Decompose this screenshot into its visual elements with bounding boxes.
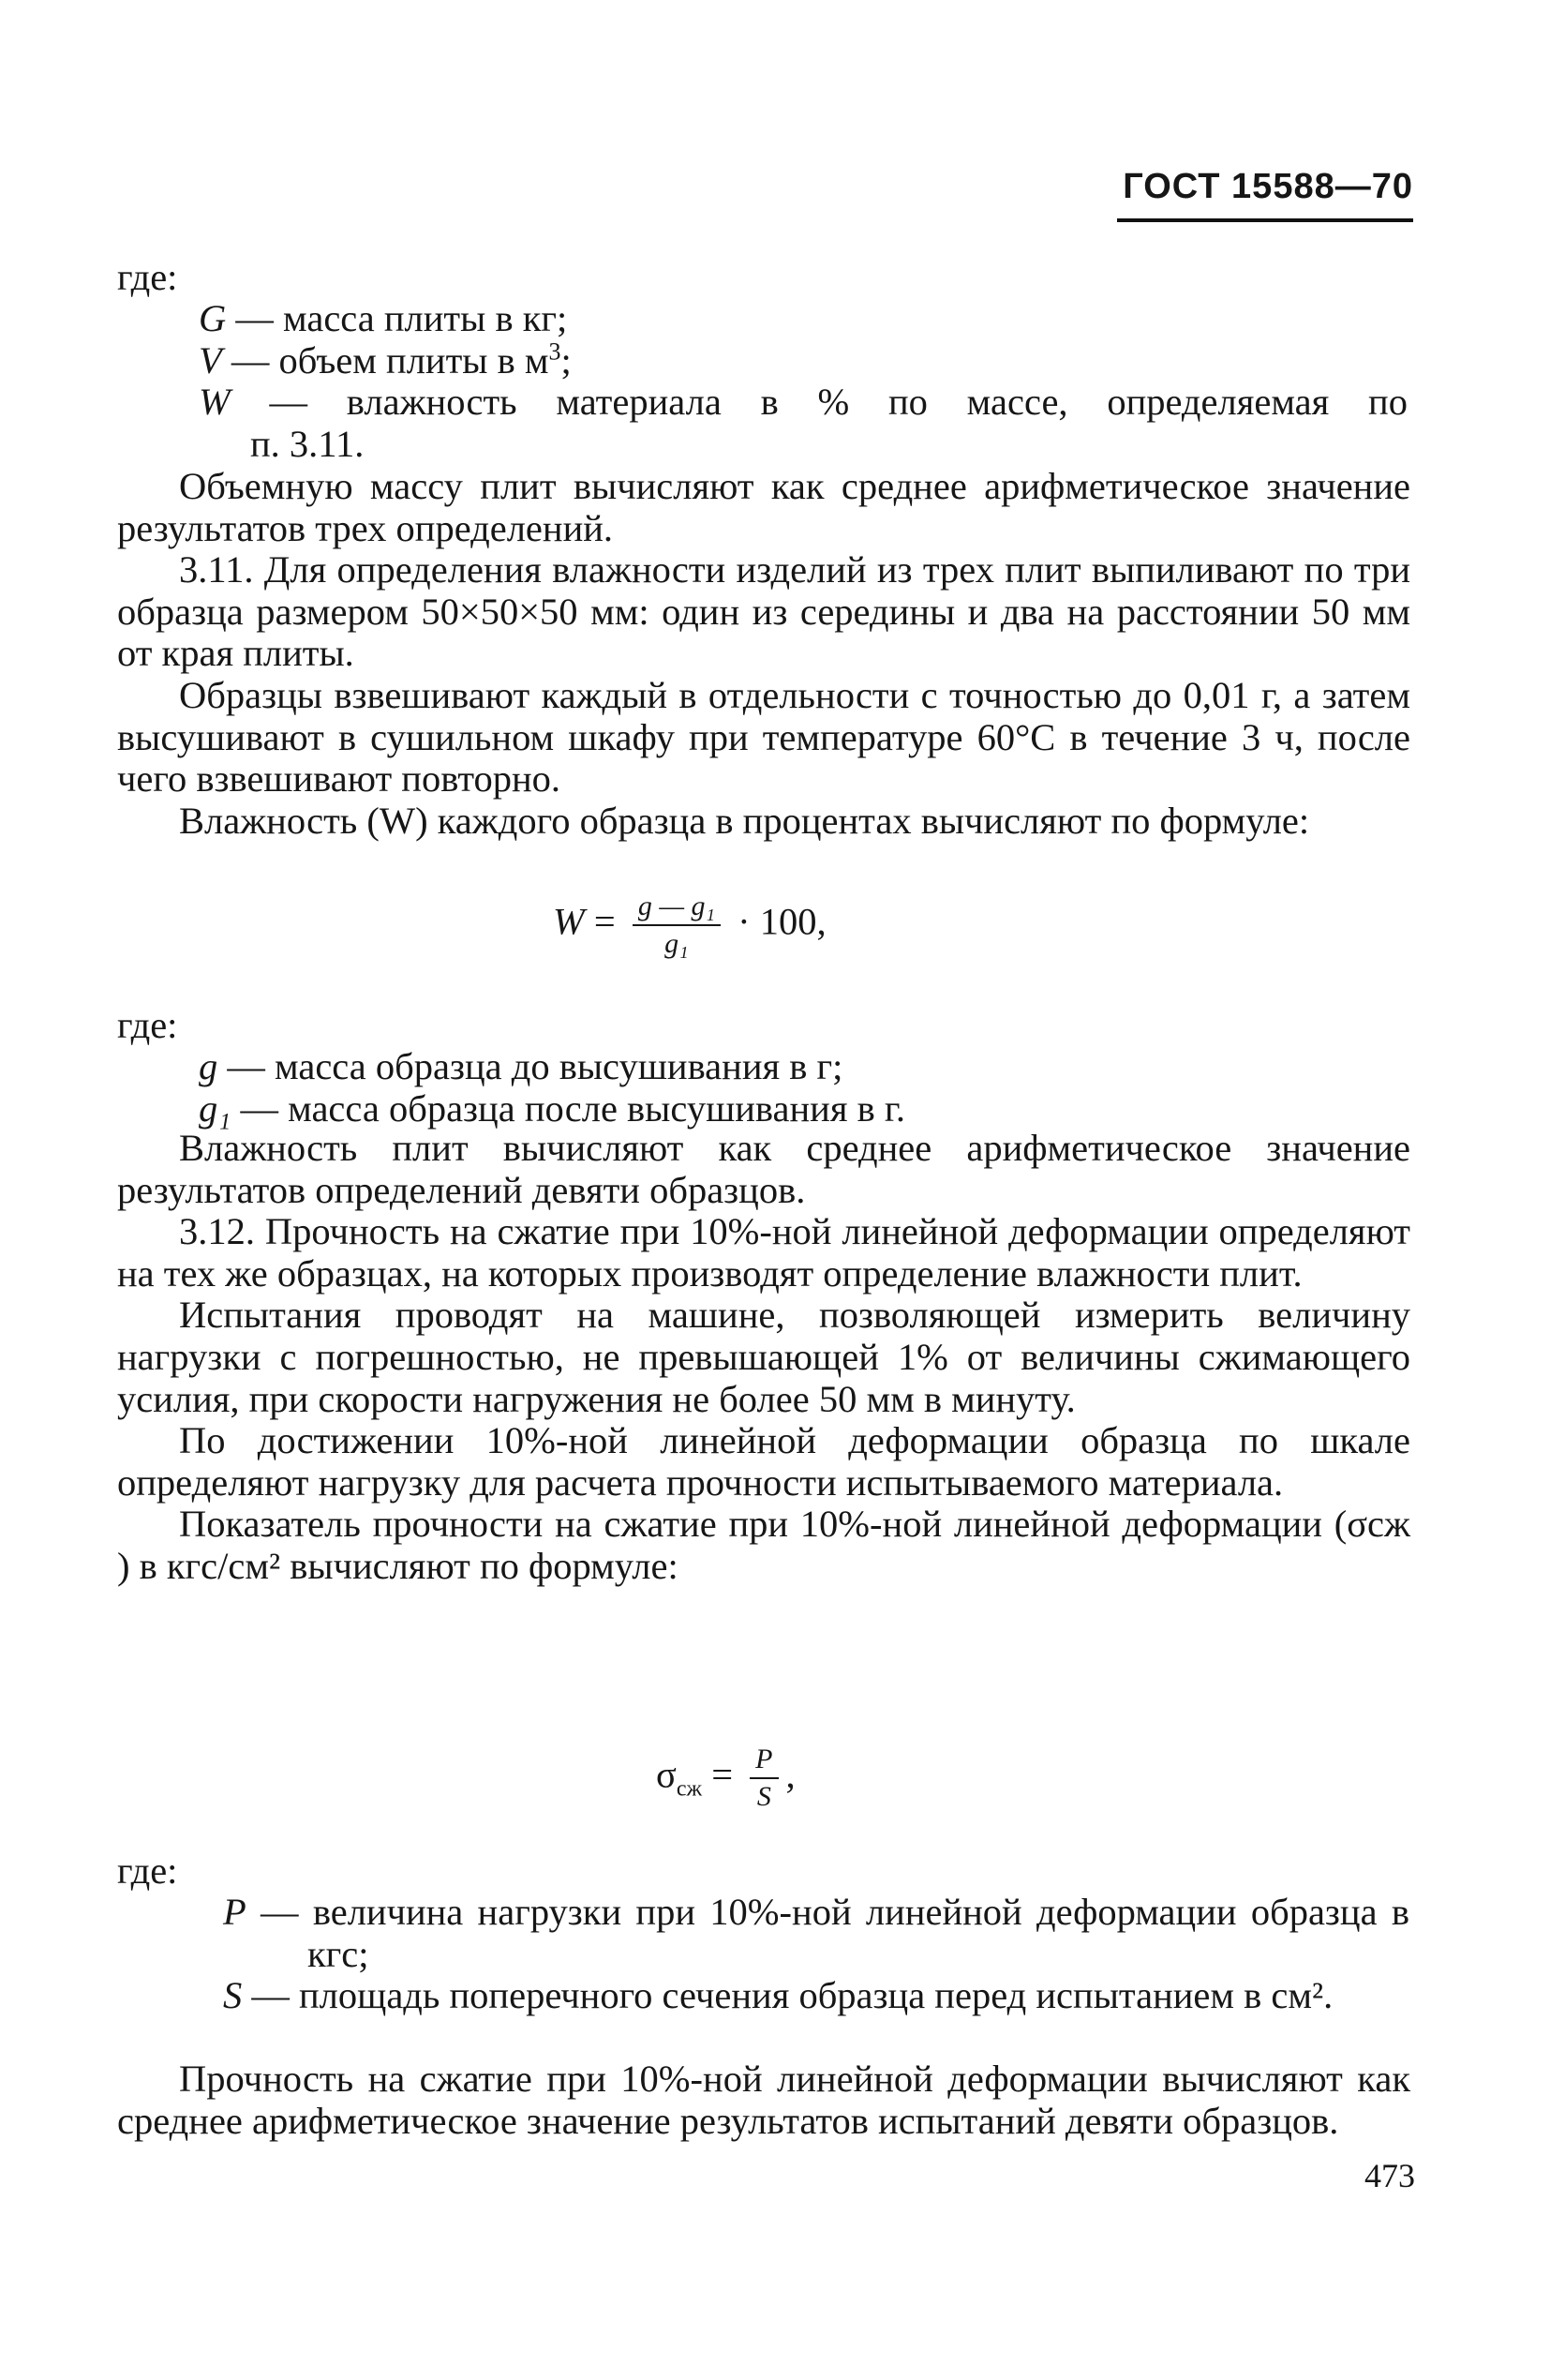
definition-text: — масса образца после высушивания в г.	[231, 1086, 906, 1130]
definition-text: — величина нагрузки при 10%-ной линейной деформации образца в кгс;	[246, 1891, 1409, 1975]
formula-lhs-subscript: сж	[676, 1776, 703, 1802]
where-label: где:	[117, 1004, 178, 1046]
formula-equals: =	[593, 900, 616, 943]
definition-item	[199, 337, 1408, 382]
definition-item	[223, 1975, 1409, 2017]
fraction-numerator: P	[755, 1744, 773, 1774]
paragraph: Образцы взвешивают каждый в отдельности с точностью до 0,01 г, а затем высушивают в сушильном шкафу при температуре 60°С в течение 3 ч, после чего взвешивают повторно.	[117, 673, 1410, 801]
paragraph: 3.11. Для определения влажности изделий из трех плит выпиливают по три образца размером 50×50×50 мм: один из середины и два на расстоянии 50 мм от края плиты.	[117, 548, 1410, 675]
definition-text: — площадь поперечного сечения образца перед испытанием в см².	[242, 1974, 1334, 2017]
page-number: 473	[1364, 2157, 1415, 2194]
definition-item	[199, 1046, 1408, 1088]
formula-strength	[656, 1744, 796, 1813]
paragraph: Показатель прочности на сжатие при 10%-ной линейной деформации (σсж ) в кгс/см² вычисляют по формуле:	[117, 1503, 1410, 1587]
definition-text: — масса плиты в кг;	[226, 297, 568, 339]
fraction-denominator: S	[756, 1781, 771, 1812]
definition-item	[199, 298, 1408, 340]
text-section-3	[117, 2058, 1410, 2142]
paragraph: Прочность на сжатие при 10%-ной линейной деформации вычисляют как среднее арифметическое значение результатов испытаний девяти образцов.	[117, 2058, 1410, 2142]
formula-fraction	[750, 1744, 778, 1813]
paragraph: 3.12. Прочность на сжатие при 10%-ной линейной деформации определяют на тех же образцах, на которых производят определение влажности плит.	[117, 1210, 1410, 1295]
text-section-1	[117, 466, 1410, 842]
fraction-denominator: g₁	[664, 928, 689, 959]
definition-item	[223, 1892, 1409, 1975]
paragraph: Влажность (W) каждого образца в процентах вычисляют по формуле:	[179, 799, 1310, 842]
header-rule	[1117, 218, 1413, 222]
formula-tail: · 100,	[738, 900, 827, 943]
paragraph: По достижении 10%-ной линейной деформации образца по шкале определяют нагрузку для расчета прочности испытываемого материала.	[117, 1419, 1410, 1504]
formula-lhs: σ	[656, 1753, 677, 1796]
formula-equals: =	[711, 1753, 734, 1796]
definition-item	[199, 1088, 1408, 1130]
definitions-list	[199, 298, 1408, 465]
superscript: 3	[548, 337, 561, 366]
definitions-list	[199, 1046, 1408, 1130]
formula-lhs: W	[553, 900, 585, 943]
symbol: S	[223, 1974, 243, 2017]
where-label: где:	[117, 1849, 178, 1892]
symbol: g	[199, 1045, 218, 1087]
definition-text: — влажность материала в % по массе, определяемая по	[230, 381, 1408, 424]
definition-continuation: п. 3.11.	[250, 422, 365, 465]
symbol: g₁	[199, 1086, 231, 1130]
text-section-2	[117, 1128, 1410, 1588]
paragraph: Испытания проводят на машине, позволяющей измерить величину нагрузки с погрешностью, не превышающей 1% от величины сжимающего усилия, при скорости нагружения не более 50 мм в минуту.	[117, 1294, 1410, 1420]
definition-item	[199, 382, 1408, 424]
formula-fraction	[633, 891, 721, 960]
where-label: где:	[117, 256, 178, 298]
standard-code: ГОСТ 15588—70	[1123, 167, 1413, 206]
definition-tail: ;	[560, 338, 572, 382]
symbol: P	[223, 1891, 246, 1933]
symbol: G	[199, 297, 227, 339]
paragraph: Влажность плит вычисляют как среднее арифметическое значение результатов определений девяти образцов.	[117, 1127, 1410, 1211]
definition-text: — объем плиты в м	[221, 338, 549, 382]
fraction-numerator: g — g₁	[637, 891, 715, 921]
symbol: V	[199, 338, 222, 382]
paragraph: Объемную массу плит вычисляют как среднее арифметическое значение результатов трех определений.	[117, 465, 1410, 549]
symbol: W	[199, 381, 231, 424]
definition-text: — масса образца до высушивания в г;	[217, 1045, 843, 1087]
formula-moisture	[553, 891, 827, 960]
formula-tail: ,	[785, 1753, 796, 1796]
definitions-list	[223, 1892, 1409, 2017]
